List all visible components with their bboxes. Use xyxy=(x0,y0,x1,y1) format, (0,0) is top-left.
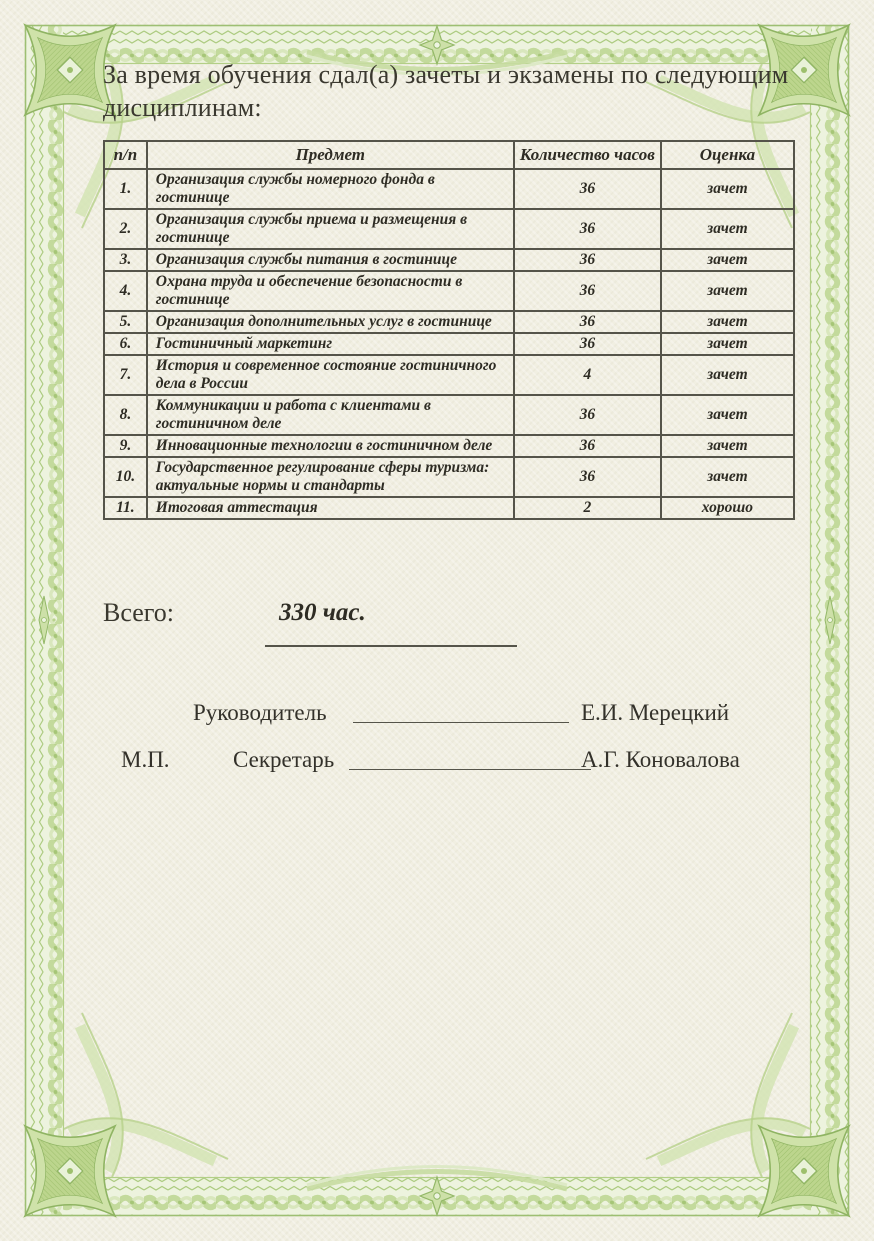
row-subject: Организация дополнительных услуг в гостинице xyxy=(147,311,514,333)
table-row xyxy=(104,395,794,435)
row-grade: зачет xyxy=(661,333,794,355)
table-row xyxy=(104,355,794,395)
row-subject: Охрана труда и обеспечение безопасности в гостинице xyxy=(147,271,514,311)
document-content xyxy=(103,58,805,1178)
grades-table xyxy=(103,140,795,520)
total-block xyxy=(103,598,795,658)
row-number: 9. xyxy=(104,435,147,457)
stamp-placeholder-label: М.П. xyxy=(121,747,170,772)
col-header-grade: Оценка xyxy=(661,141,794,169)
table-row xyxy=(104,311,794,333)
row-grade: зачет xyxy=(661,457,794,497)
row-subject: Гостиничный маркетинг xyxy=(147,333,514,355)
col-header-hours: Количество часов xyxy=(514,141,661,169)
row-subject: Инновационные технологии в гостиничном деле xyxy=(147,435,514,457)
row-subject: Организация службы питания в гостинице xyxy=(147,249,514,271)
table-row xyxy=(104,497,794,519)
col-header-subject: Предмет xyxy=(147,141,514,169)
intro-line-2: дисциплинам: xyxy=(103,93,262,122)
row-grade: зачет xyxy=(661,169,794,209)
row-number: 4. xyxy=(104,271,147,311)
signature-role-head: Руководитель xyxy=(193,700,327,725)
row-hours: 36 xyxy=(514,209,661,249)
row-number: 5. xyxy=(104,311,147,333)
row-number: 8. xyxy=(104,395,147,435)
row-subject: Организация службы приема и размещения в гостинице xyxy=(147,209,514,249)
signature-name-secretary: А.Г. Коновалова xyxy=(581,747,740,772)
row-grade: зачет xyxy=(661,355,794,395)
row-grade: зачет xyxy=(661,311,794,333)
table-row xyxy=(104,271,794,311)
table-row xyxy=(104,209,794,249)
table-row xyxy=(104,435,794,457)
signature-role-secretary: Секретарь xyxy=(233,747,335,772)
total-hours-value: 330 час. xyxy=(279,599,366,626)
row-subject: Государственное регулирование сферы туризма: актуальные нормы и стандарты xyxy=(147,457,514,497)
signature-line-secretary xyxy=(349,769,591,770)
row-number: 7. xyxy=(104,355,147,395)
row-number: 6. xyxy=(104,333,147,355)
row-hours: 2 xyxy=(514,497,661,519)
row-number: 1. xyxy=(104,169,147,209)
row-hours: 36 xyxy=(514,395,661,435)
row-grade: зачет xyxy=(661,395,794,435)
row-hours: 36 xyxy=(514,435,661,457)
row-hours: 36 xyxy=(514,249,661,271)
row-grade: зачет xyxy=(661,209,794,249)
table-row xyxy=(104,457,794,497)
signatures-block xyxy=(103,700,805,790)
row-subject: Коммуникации и работа с клиентами в гостиничном деле xyxy=(147,395,514,435)
row-number: 2. xyxy=(104,209,147,249)
row-grade: хорошо xyxy=(661,497,794,519)
row-grade: зачет xyxy=(661,249,794,271)
intro-line-1: За время обучения сдал(а) зачеты и экзамены по следующим xyxy=(103,60,789,89)
signature-line-head xyxy=(353,722,569,723)
row-subject: Организация службы номерного фонда в гостинице xyxy=(147,169,514,209)
row-number: 11. xyxy=(104,497,147,519)
row-subject: Итоговая аттестация xyxy=(147,497,514,519)
row-hours: 36 xyxy=(514,271,661,311)
col-header-num: п/п xyxy=(104,141,147,169)
signature-name-head: Е.И. Мерецкий xyxy=(581,700,730,725)
row-subject: История и современное состояние гостиничного дела в России xyxy=(147,355,514,395)
row-number: 3. xyxy=(104,249,147,271)
row-grade: зачет xyxy=(661,435,794,457)
table-header-row xyxy=(104,141,794,169)
row-hours: 36 xyxy=(514,169,661,209)
table-row xyxy=(104,169,794,209)
row-number: 10. xyxy=(104,457,147,497)
row-hours: 4 xyxy=(514,355,661,395)
intro-text xyxy=(103,58,805,124)
table-row xyxy=(104,333,794,355)
total-underline xyxy=(265,645,517,647)
table-row xyxy=(104,249,794,271)
row-hours: 36 xyxy=(514,311,661,333)
row-hours: 36 xyxy=(514,457,661,497)
total-label: Всего: xyxy=(103,598,174,627)
row-grade: зачет xyxy=(661,271,794,311)
row-hours: 36 xyxy=(514,333,661,355)
